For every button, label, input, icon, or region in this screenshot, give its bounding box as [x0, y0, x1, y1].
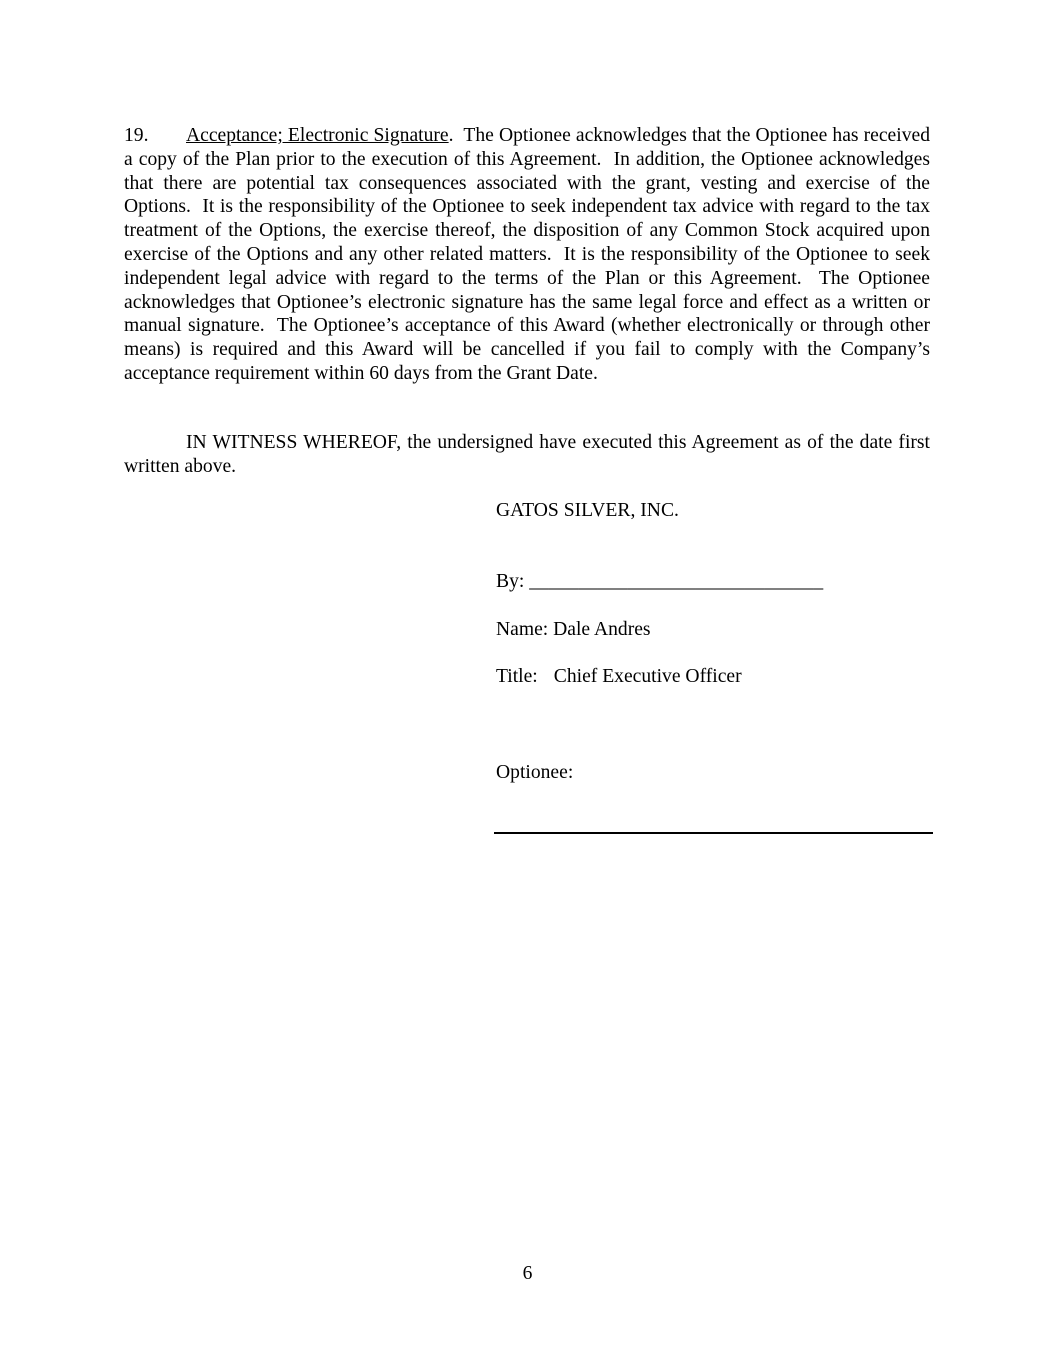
title-line — [496, 665, 936, 689]
page-number: 6 — [522, 1263, 533, 1284]
section-19-paragraph — [124, 124, 935, 386]
optionee-signature-line — [494, 832, 933, 834]
name-label: Name: — [496, 619, 549, 640]
by-signature-blank: ______________________________ — [529, 571, 824, 592]
title-value: Chief Executive Officer — [553, 666, 742, 687]
name-line — [496, 618, 936, 642]
optionee-label: Optionee: — [496, 762, 574, 783]
by-label: By: — [496, 571, 525, 592]
section-number: 19. — [124, 125, 149, 146]
name-value: Dale Andres — [553, 619, 651, 640]
by-line — [496, 570, 936, 594]
section-body: The Optionee acknowledges that the Optionee has received a copy of the Plan prior to the execution of this Agreement. In addition, the Optionee acknowledges that there are potential tax consequences associated with the grant, vesting and exercise of the Options. It is the responsibility of the Optionee to seek independent tax advice with regard to the tax treatment of the Options, the exercise thereof, the disposition of any Common Stock acquired upon exercise of the Options and any other related matters. It is the responsibility of the Optionee to seek independent legal advice with regard to the terms of the Plan or this Agreement. The Optionee acknowledges that Optionee’s electronic signature has the same legal force and effect as a written or manual signature. The Optionee’s acceptance of this Award (whether electronically or through other means) is required and this Award will be cancelled if you fail to comply with the Company’s acceptance requirement within 60 days from the Grant Date. — [124, 125, 935, 384]
section-heading-period: . — [448, 125, 454, 146]
company-name: GATOS SILVER, INC. — [496, 500, 679, 521]
witness-paragraph: IN WITNESS WHEREOF, the undersigned have executed this Agreement as of the date first written above. — [124, 432, 930, 477]
title-label: Title: — [496, 666, 538, 687]
section-heading: Acceptance; Electronic Signature — [186, 125, 449, 146]
